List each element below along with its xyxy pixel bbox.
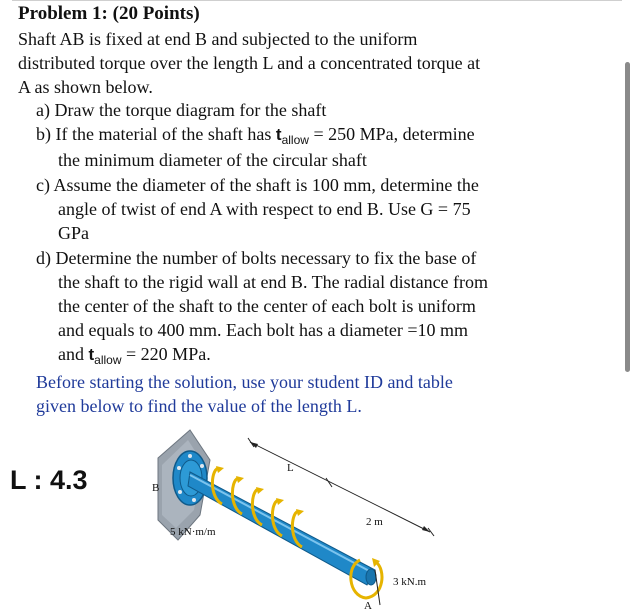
tau-symbol-d: t (88, 345, 95, 364)
part-d-line-1: d) Determine the number of bolts necessary to fix the base of (36, 248, 477, 268)
tau-symbol: t (275, 125, 282, 144)
tau-subscript: allow (281, 133, 309, 147)
note-line-1: Before starting the solution, use your student ID and table (36, 372, 453, 392)
part-d-last-suffix: = 220 MPa. (121, 344, 211, 364)
top-divider (12, 0, 622, 1)
part-d-last-prefix: and (58, 344, 89, 364)
part-d-line-5 (58, 342, 211, 368)
label-point-torque: 3 kN.m (393, 576, 426, 588)
part-d-line-2: the shaft to the rigid wall at end B. The radial distance from (58, 272, 489, 292)
label-2m: 2 m (366, 516, 383, 528)
intro-line-1: Shaft AB is fixed at end B and subjected to the uniform (18, 29, 418, 49)
part-d-line-3: the center of the shaft to the center of each bolt is uniform (58, 296, 476, 316)
scrollbar[interactable] (625, 62, 630, 372)
part-d-line-4: and equals to 400 mm. Each bolt has a diameter =10 mm (58, 320, 469, 340)
label-a: A (364, 600, 372, 612)
intro-line-2: distributed torque over the length L and a concentrated torque at (18, 53, 481, 73)
part-c-line-3: GPa (58, 223, 89, 243)
part-b-prefix: b) If the material of the shaft has (36, 124, 276, 144)
label-b: B (152, 482, 160, 494)
part-b-line-2: the minimum diameter of the circular shaft (58, 150, 367, 170)
problem-title: Problem 1: (20 Points) (18, 3, 200, 24)
part-b (36, 122, 475, 148)
part-c-line-1: c) Assume the diameter of the shaft is 100 mm, determine the (36, 175, 479, 195)
note-line-2: given below to find the value of the length L. (36, 396, 362, 416)
part-c-line-2: angle of twist of end A with respect to end B. Use G = 75 (58, 199, 471, 219)
part-a: a) Draw the torque diagram for the shaft (36, 100, 327, 120)
length-value: L : 4.3 (10, 465, 88, 495)
part-b-suffix: = 250 MPa, determine (308, 124, 475, 144)
label-l: L (287, 462, 294, 474)
shaft-figure (150, 420, 450, 615)
label-distributed-torque: 5 kN·m/m (170, 526, 216, 538)
intro-line-3: A as shown below. (18, 77, 153, 97)
tau-subscript-d: allow (94, 353, 122, 367)
